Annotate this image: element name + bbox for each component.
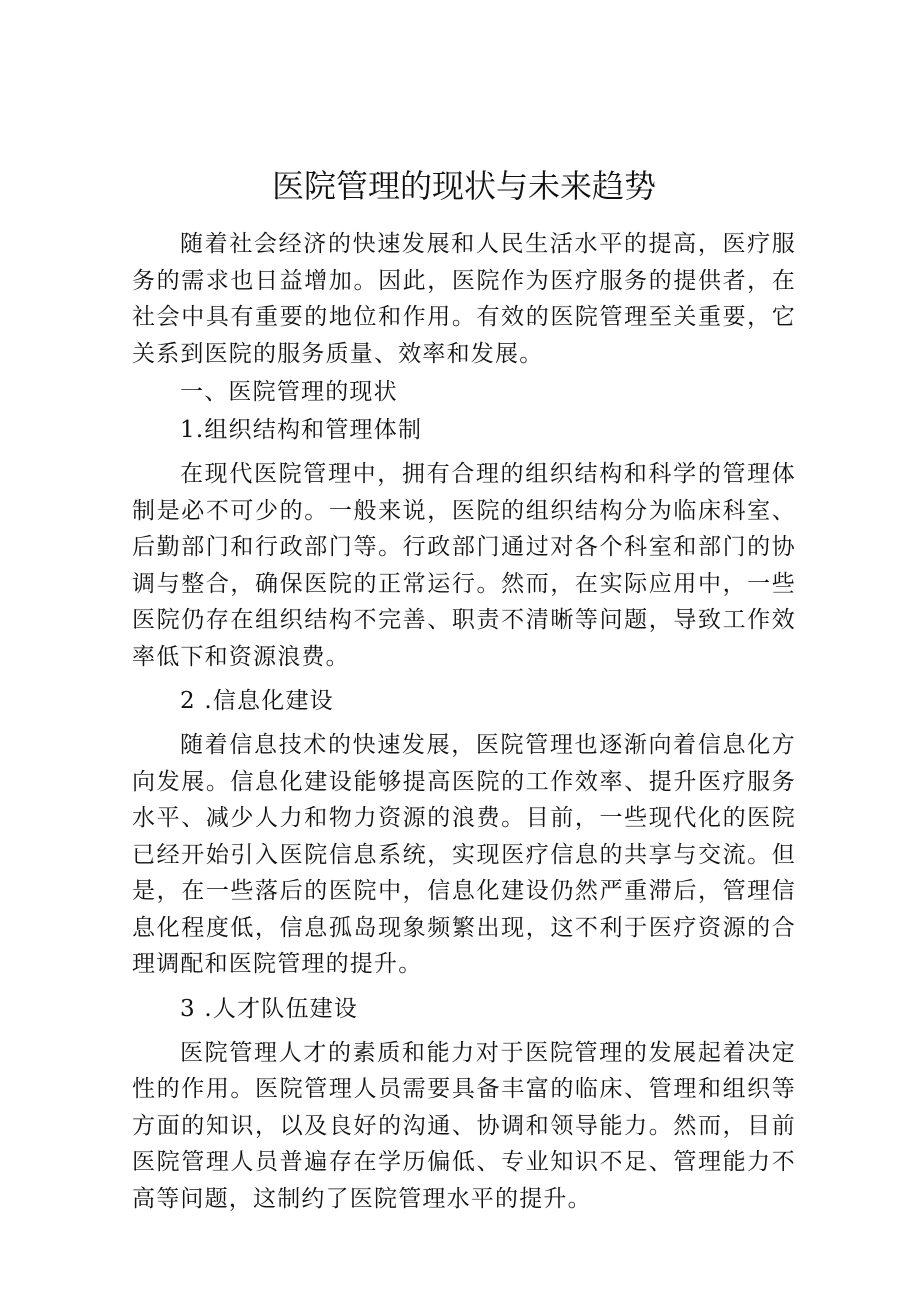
spacer [132,675,796,683]
document-body [132,160,796,1217]
spacer [132,448,796,456]
subheading-talent: 3 .人才队伍建设 [180,995,359,1022]
talent-paragraph: 医院管理人才的素质和能力对于医院管理的发展起着决定性的作用。医院管理人员需要具备丰富的临床、管理和组织等方面的知识，以及良好的沟通、协调和领导能力。然而，目前医院管理人员普遍存在学历偏低、专业知识不足、管理能力不高等问题，这制约了医院管理水平的提升。 [132,1039,796,1212]
section-heading-current-status: 一、医院管理的现状 [180,379,398,405]
intro-paragraph: 随着社会经济的快速发展和人民生活水平的提高，医疗服务的需求也日益增加。因此，医院作为医疗服务的提供者，在社会中具有重要的地位和作用。有效的医院管理至关重要，它关系到医院的服务质量、效率和发展。 [132,231,796,367]
subheading-organization: 1.组织结构和管理体制 [180,417,423,443]
subheading-informatization: 2 .信息化建设 [180,688,334,714]
spacer [132,983,796,991]
organization-paragraph: 在现代医院管理中，拥有合理的组织结构和科学的管理体制是必不可少的。一般来说，医院的组织结构分为临床科室、后勤部门和行政部门等。行政部门通过对各个科室和部门的协调与整合，确保医院的正常运行。然而，在实际应用中，一些医院仍存在组织结构不完善、职责不清晰等问题，导致工作效率低下和资源浪费。 [132,461,796,670]
informatization-paragraph: 随着信息技术的快速发展，医院管理也逐渐向着信息化方向发展。信息化建设能够提高医院的工作效率、提升医疗服务水平、减少人力和物力资源的浪费。目前，一些现代化的医院已经开始引入医院信息系统，实现医疗信息的共享与交流。但是，在一些落后的医院中，信息化建设仍然严重滞后，管理信息化程度低，信息孤岛现象频繁出现，这不利于医疗资源的合理调配和医院管理的提升。 [132,732,796,977]
spacer [132,719,796,727]
document-title: 医院管理的现状与未来趋势 [271,167,656,205]
spacer [132,1027,796,1035]
